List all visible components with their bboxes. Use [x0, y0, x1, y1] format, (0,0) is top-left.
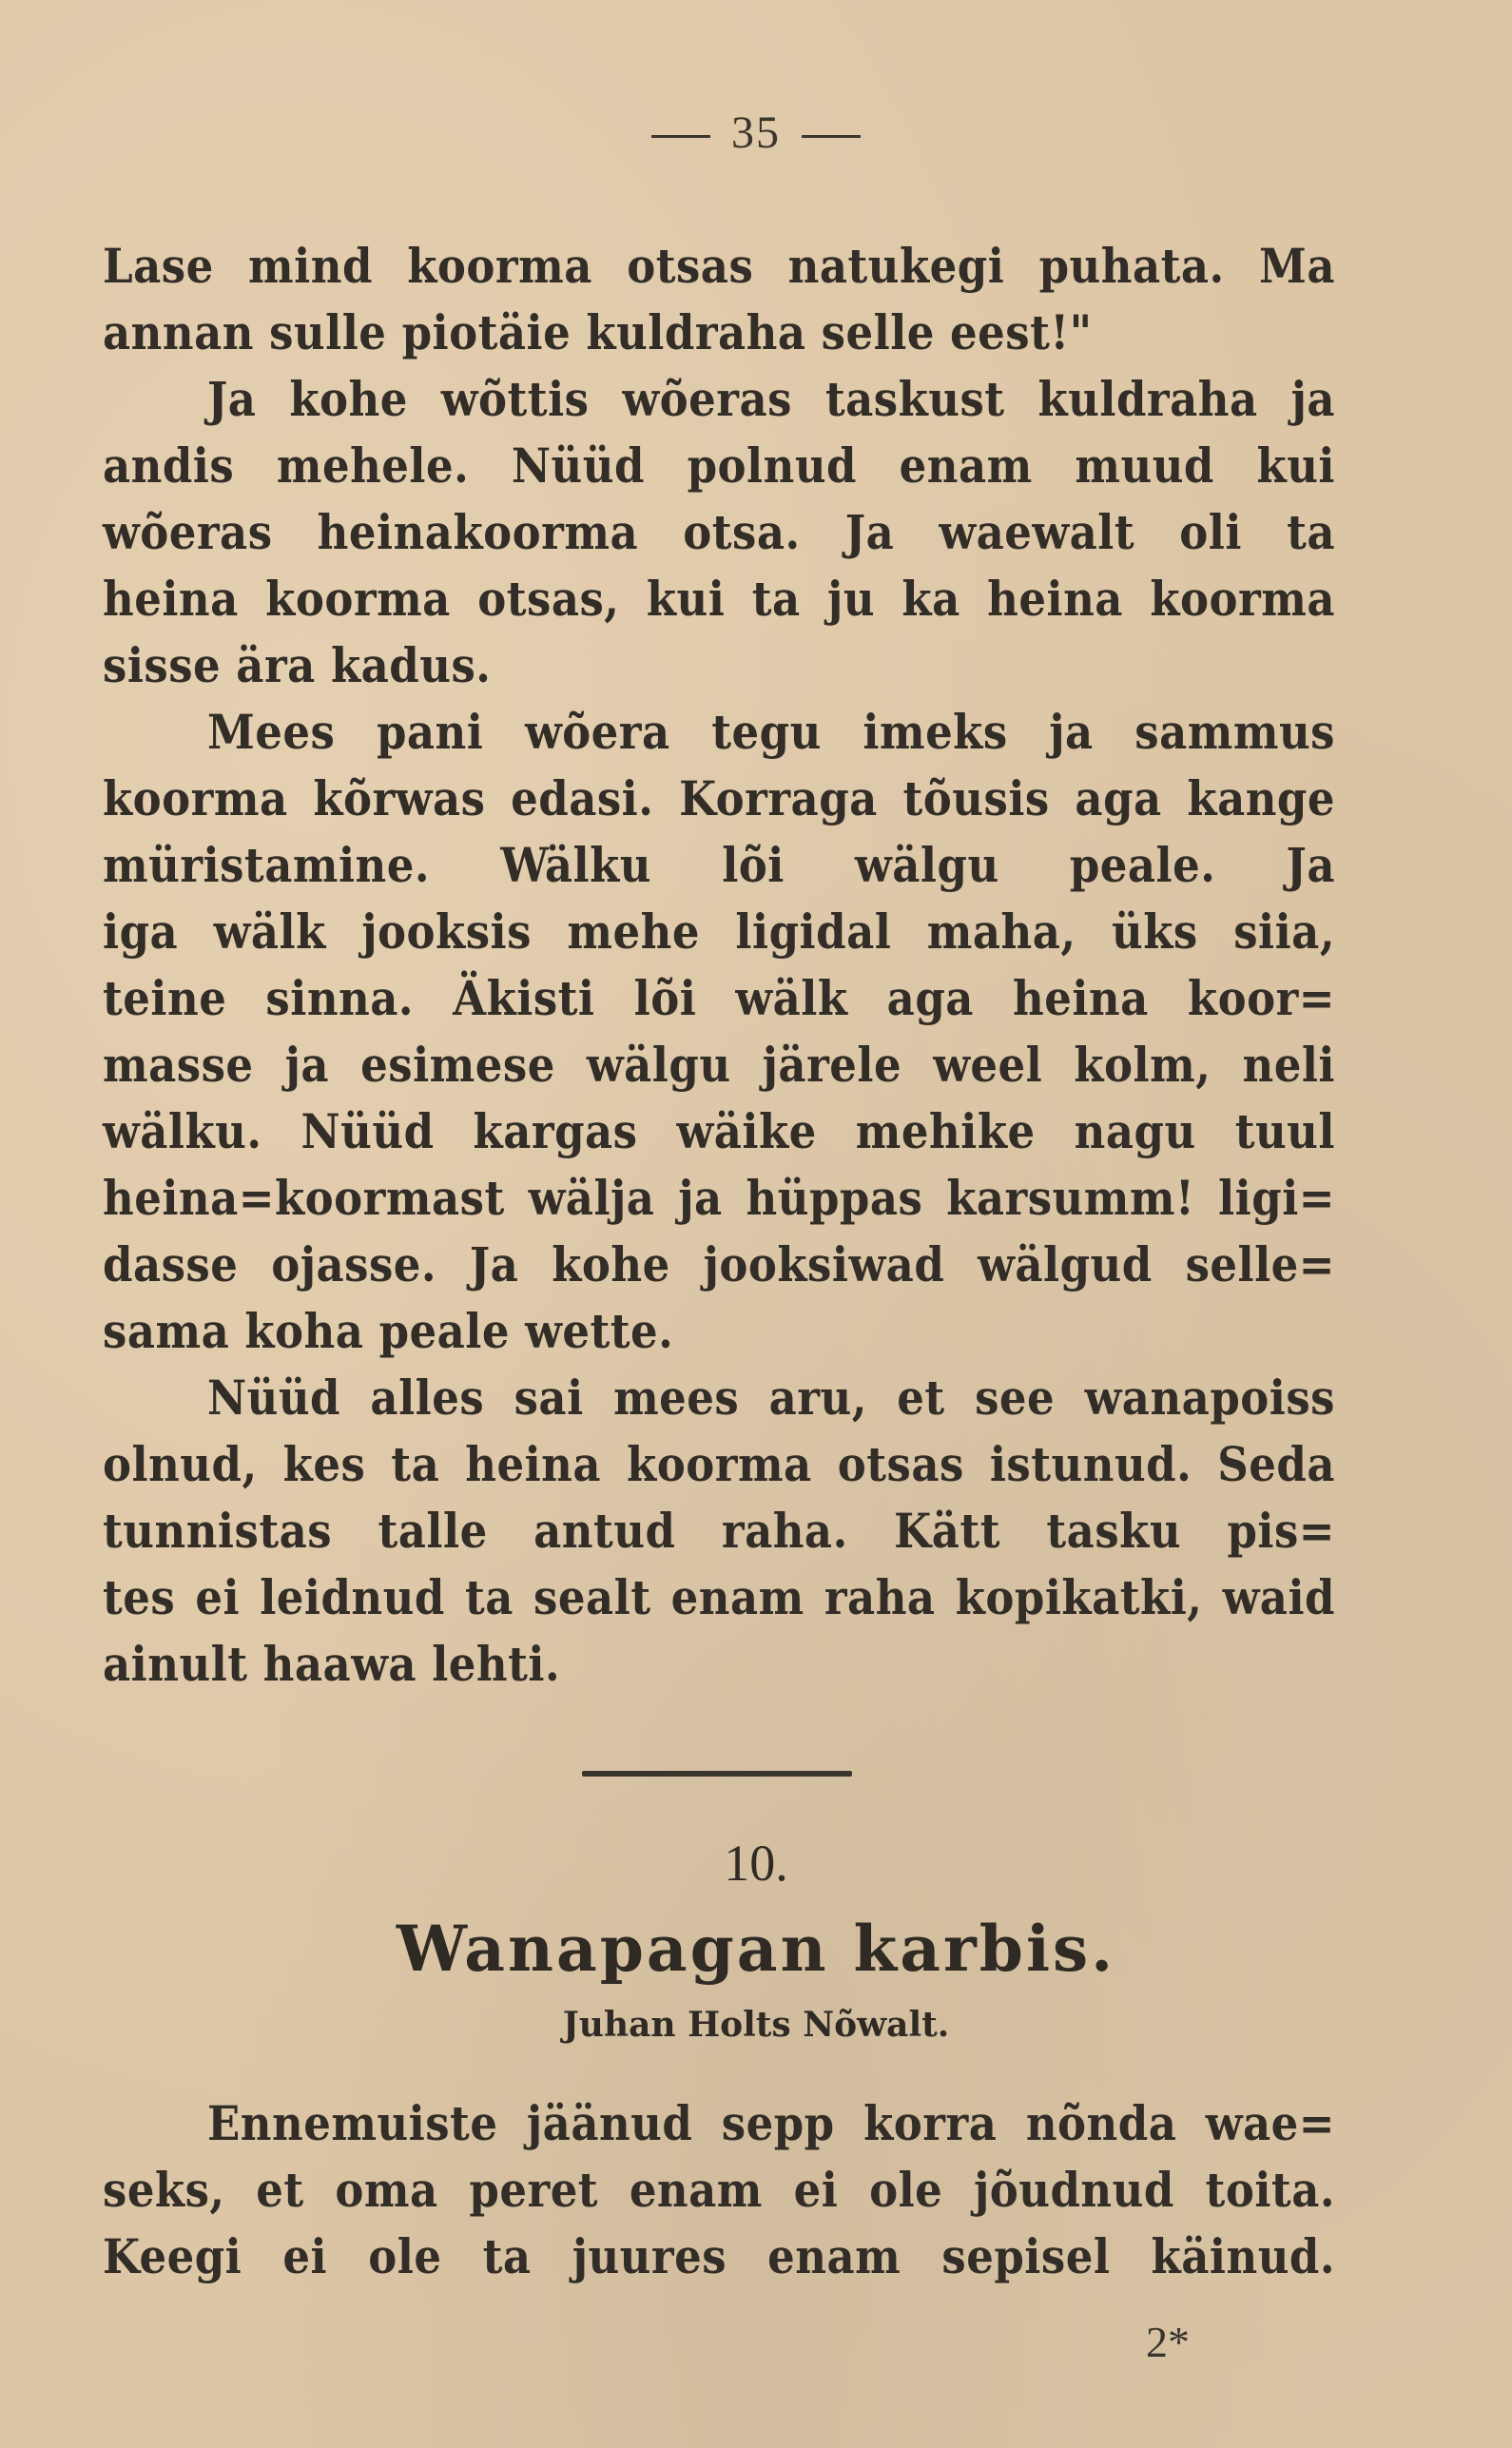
printer-signature-mark: 2*: [1146, 2318, 1190, 2366]
text-line: koorma kõrwas edasi. Korraga tõusis aga kange: [103, 770, 1335, 826]
text-line: ainult haawa lehti.: [103, 1636, 561, 1692]
text-line: heina=koormast wälja ja hüppas karsumm! ligi=: [103, 1170, 1335, 1226]
text-line: Keegi ei ole ta juures enam sepisel käinud.: [103, 2228, 1335, 2284]
text-line: Lase mind koorma otsas natukegi puhata. Ma: [103, 238, 1335, 294]
text-line: sama koha peale wette.: [103, 1303, 674, 1359]
story-author: Juhan Holts Nõwalt.: [562, 2005, 950, 2045]
chapter-number: 10.: [724, 1835, 788, 1892]
text-line: andis mehele. Nüüd polnud enam muud kui: [103, 437, 1335, 494]
text-line: seks, et oma peret enam ei ole jõudnud toita.: [103, 2162, 1335, 2218]
text-line: sisse ära kadus.: [103, 637, 492, 693]
page-number: [0, 107, 1512, 159]
folio-dash-left: [651, 135, 710, 138]
text-line: Nüüd alles sai mees aru, et see wanapoiss: [207, 1370, 1335, 1426]
text-line: teine sinna. Äkisti lõi wälk aga heina koor=: [103, 970, 1335, 1026]
text-line: tes ei leidnud ta sealt enam raha kopikatki, waid: [103, 1569, 1335, 1625]
story-title: Wanapagan karbis.: [396, 1912, 1116, 1986]
text-line: masse ja esimese wälgu järele weel kolm, neli: [103, 1037, 1335, 1093]
section-divider-rule: [582, 1771, 852, 1777]
text-line: iga wälk jooksis mehe ligidal maha, üks siia,: [103, 903, 1335, 960]
text-line: wälku. Nüüd kargas wäike mehike nagu tuul: [103, 1103, 1335, 1159]
text-line: Ennemuiste jäänud sepp korra nõnda wae=: [207, 2095, 1335, 2151]
text-line: Mees pani wõera tegu imeks ja sammus: [207, 704, 1335, 760]
text-line: müristamine. Wälku lõi wälgu peale. Ja: [103, 837, 1335, 893]
text-line: wõeras heinakoorma otsa. Ja waewalt oli ta: [103, 504, 1335, 560]
text-line: dasse ojasse. Ja kohe jooksiwad wälgud selle=: [103, 1236, 1335, 1292]
story-ending-text: [103, 233, 1335, 1698]
text-line: olnud, kes ta heina koorma otsas istunud. Seda: [103, 1436, 1335, 1492]
text-line: tunnistas talle antud raha. Kätt tasku pis=: [103, 1503, 1335, 1559]
story-opening-text: [103, 2090, 1335, 2290]
page-number-text: 35: [731, 107, 781, 158]
folio-dash-right: [802, 135, 861, 138]
text-line: Ja kohe wõttis wõeras taskust kuldraha ja: [207, 371, 1335, 427]
text-line: annan sulle piotäie kuldraha selle eest!": [103, 304, 1093, 360]
text-line: heina koorma otsas, kui ta ju ka heina koorma: [103, 571, 1335, 627]
